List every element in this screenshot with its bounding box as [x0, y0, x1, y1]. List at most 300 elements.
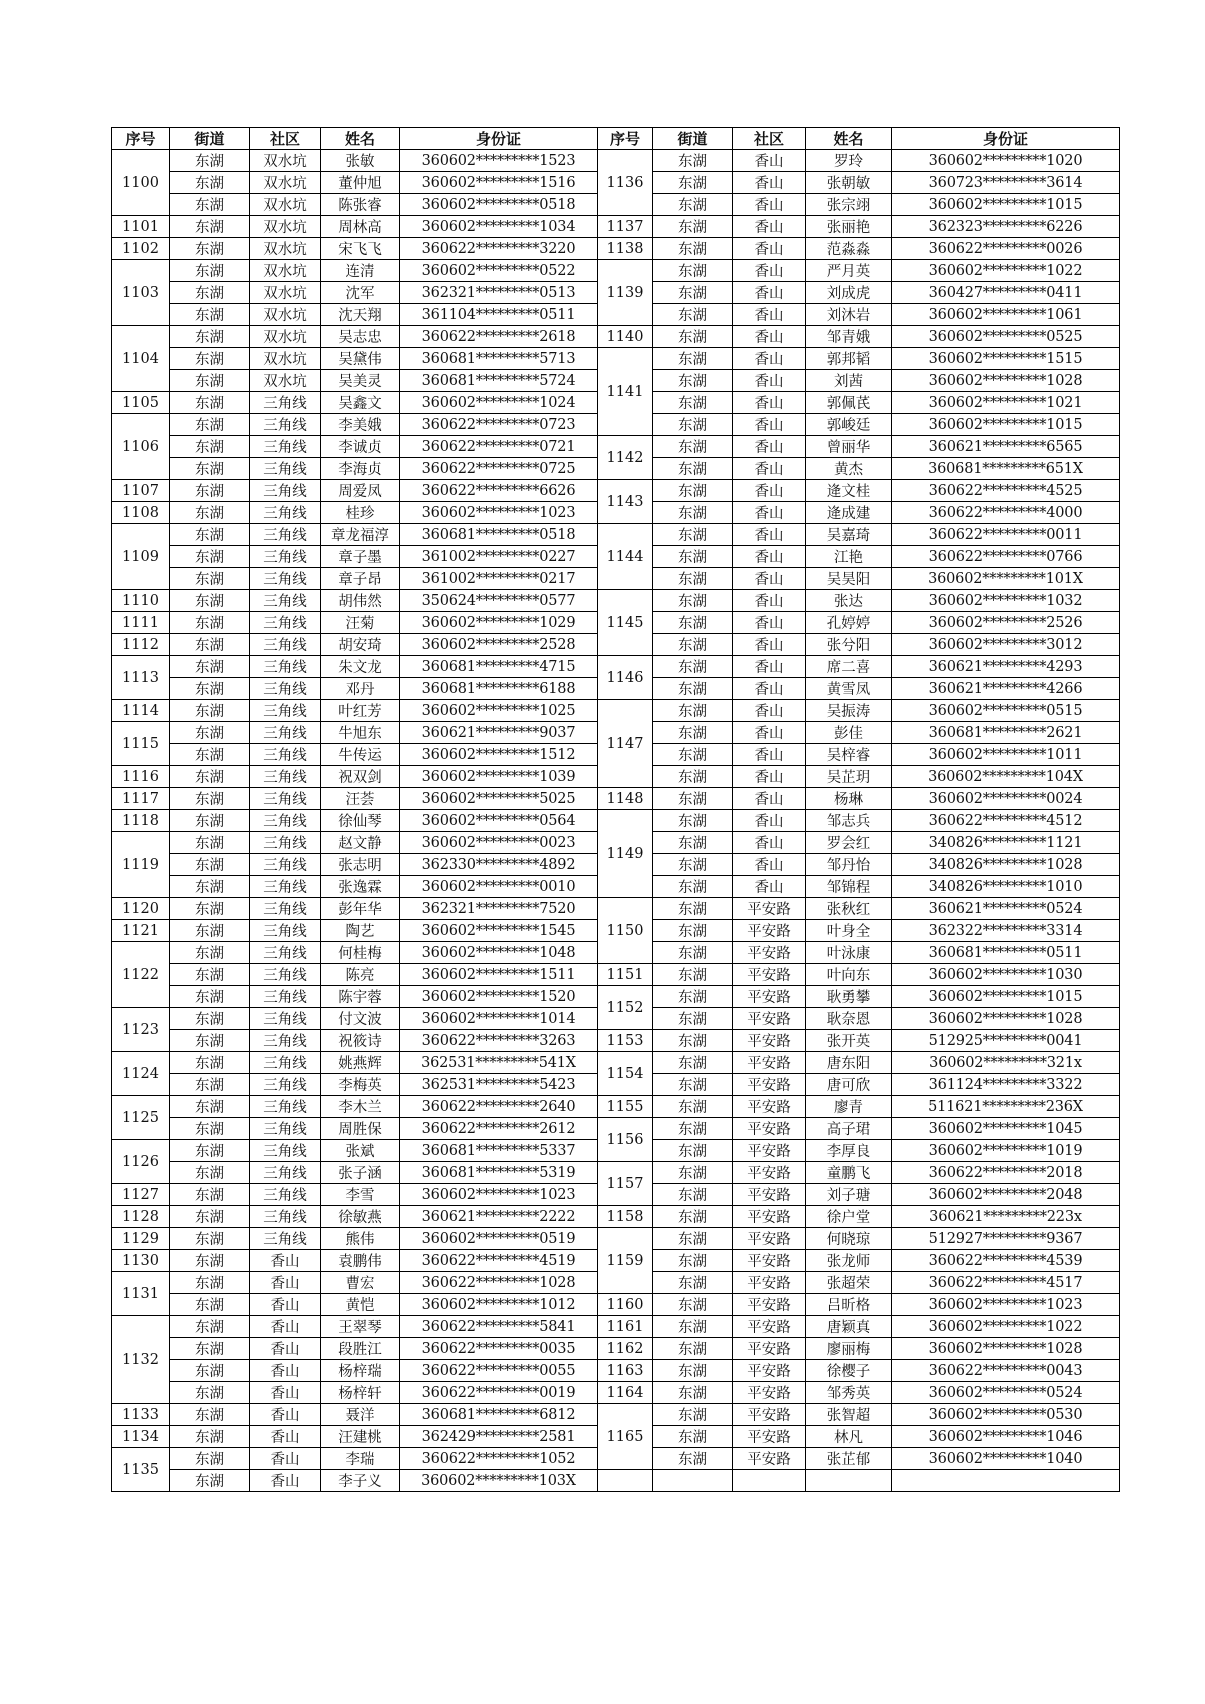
table-row — [112, 898, 1120, 920]
street-cell: 东湖 — [170, 194, 250, 216]
community-cell: 香山 — [733, 414, 806, 436]
name-cell: 耿奈恩 — [806, 1008, 892, 1030]
street-cell: 东湖 — [653, 810, 733, 832]
id-card-cell: 360602*********1012 — [400, 1294, 598, 1316]
id-card-cell: 361124*********3322 — [892, 1074, 1120, 1096]
community-cell: 三角线 — [250, 898, 321, 920]
id-card-cell: 362321*********0513 — [400, 282, 598, 304]
street-cell: 东湖 — [170, 1338, 250, 1360]
table-row — [112, 348, 1120, 370]
serial-number-cell: 1131 — [112, 1272, 170, 1316]
id-card-cell: 360622*********1028 — [400, 1272, 598, 1294]
id-card-cell: 360681*********651X — [892, 458, 1120, 480]
id-card-cell: 360602*********1030 — [892, 964, 1120, 986]
community-cell: 香山 — [733, 348, 806, 370]
community-cell: 平安路 — [733, 1206, 806, 1228]
street-cell: 东湖 — [170, 480, 250, 502]
name-cell: 段胜江 — [321, 1338, 400, 1360]
table-row — [112, 964, 1120, 986]
community-cell: 三角线 — [250, 810, 321, 832]
name-cell: 宋飞飞 — [321, 238, 400, 260]
table-row — [112, 1360, 1120, 1382]
name-cell: 章子墨 — [321, 546, 400, 568]
id-card-cell: 360622*********2618 — [400, 326, 598, 348]
community-cell: 香山 — [733, 546, 806, 568]
community-cell: 平安路 — [733, 1360, 806, 1382]
id-card-cell: 361002*********0227 — [400, 546, 598, 568]
street-cell: 东湖 — [170, 678, 250, 700]
community-cell: 平安路 — [733, 1426, 806, 1448]
street-cell: 东湖 — [170, 788, 250, 810]
street-cell: 东湖 — [170, 1404, 250, 1426]
name-cell: 祝筱诗 — [321, 1030, 400, 1052]
name-cell: 徐敏燕 — [321, 1206, 400, 1228]
id-card-cell: 360622*********0725 — [400, 458, 598, 480]
community-cell: 香山 — [733, 854, 806, 876]
street-cell: 东湖 — [170, 1008, 250, 1030]
street-cell: 东湖 — [653, 656, 733, 678]
street-cell: 东湖 — [653, 1118, 733, 1140]
name-cell: 张志明 — [321, 854, 400, 876]
street-cell: 东湖 — [170, 1360, 250, 1382]
id-card-cell: 360602*********0010 — [400, 876, 598, 898]
community-cell: 双水坑 — [250, 370, 321, 392]
id-card-cell: 360602*********1023 — [400, 1184, 598, 1206]
community-cell: 双水坑 — [250, 172, 321, 194]
community-cell: 三角线 — [250, 612, 321, 634]
street-cell: 东湖 — [653, 1250, 733, 1272]
empty-cell — [733, 1470, 806, 1492]
street-cell: 东湖 — [653, 502, 733, 524]
street-cell: 东湖 — [170, 590, 250, 612]
serial-number-cell: 1155 — [598, 1096, 653, 1118]
community-cell: 三角线 — [250, 414, 321, 436]
id-card-cell: 360602*********1545 — [400, 920, 598, 942]
street-cell: 东湖 — [170, 304, 250, 326]
street-cell: 东湖 — [170, 744, 250, 766]
street-cell: 东湖 — [170, 348, 250, 370]
community-cell: 香山 — [733, 832, 806, 854]
community-cell: 香山 — [733, 260, 806, 282]
empty-cell — [598, 1470, 653, 1492]
id-card-cell: 362330*********4892 — [400, 854, 598, 876]
name-cell: 吴昊阳 — [806, 568, 892, 590]
street-cell: 东湖 — [170, 854, 250, 876]
name-cell: 朱文龙 — [321, 656, 400, 678]
name-cell: 张兮阳 — [806, 634, 892, 656]
name-cell: 郭峻廷 — [806, 414, 892, 436]
table-row — [112, 1162, 1120, 1184]
name-cell: 邓丹 — [321, 678, 400, 700]
community-cell: 香山 — [733, 282, 806, 304]
name-cell: 袁鹏伟 — [321, 1250, 400, 1272]
street-cell: 东湖 — [170, 1140, 250, 1162]
id-card-cell: 512925*********0041 — [892, 1030, 1120, 1052]
id-card-cell: 360681*********2621 — [892, 722, 1120, 744]
id-card-cell: 360602*********104X — [892, 766, 1120, 788]
name-cell: 张达 — [806, 590, 892, 612]
id-card-cell: 360602*********1516 — [400, 172, 598, 194]
name-cell: 何桂梅 — [321, 942, 400, 964]
name-cell: 董仲旭 — [321, 172, 400, 194]
id-card-cell: 360602*********0023 — [400, 832, 598, 854]
name-cell: 郭佩芪 — [806, 392, 892, 414]
community-cell: 香山 — [733, 700, 806, 722]
name-cell: 章龙福淳 — [321, 524, 400, 546]
id-card-cell: 360622*********1052 — [400, 1448, 598, 1470]
id-card-cell: 360622*********4512 — [892, 810, 1120, 832]
serial-number-cell: 1128 — [112, 1206, 170, 1228]
id-card-cell: 360602*********1022 — [892, 260, 1120, 282]
name-cell: 聂洋 — [321, 1404, 400, 1426]
community-cell: 香山 — [733, 194, 806, 216]
street-cell: 东湖 — [170, 326, 250, 348]
id-card-cell: 360602*********0024 — [892, 788, 1120, 810]
street-cell: 东湖 — [653, 1052, 733, 1074]
table-row — [112, 788, 1120, 810]
empty-cell — [892, 1470, 1120, 1492]
community-cell: 双水坑 — [250, 282, 321, 304]
serial-number-cell: 1106 — [112, 414, 170, 480]
id-card-cell: 360622*********0035 — [400, 1338, 598, 1360]
id-card-cell: 360602*********5025 — [400, 788, 598, 810]
name-cell: 付文波 — [321, 1008, 400, 1030]
community-cell: 平安路 — [733, 1096, 806, 1118]
name-cell: 曹宏 — [321, 1272, 400, 1294]
street-cell: 东湖 — [653, 744, 733, 766]
community-cell: 三角线 — [250, 832, 321, 854]
table-row — [112, 1294, 1120, 1316]
name-cell: 李木兰 — [321, 1096, 400, 1118]
name-cell: 叶向东 — [806, 964, 892, 986]
community-cell: 三角线 — [250, 634, 321, 656]
street-cell: 东湖 — [170, 810, 250, 832]
street-cell: 东湖 — [653, 1096, 733, 1118]
id-card-cell: 360602*********1015 — [892, 414, 1120, 436]
community-cell: 香山 — [250, 1448, 321, 1470]
street-cell: 东湖 — [653, 1008, 733, 1030]
street-cell: 东湖 — [653, 1316, 733, 1338]
community-cell: 香山 — [733, 590, 806, 612]
name-cell: 张朝敏 — [806, 172, 892, 194]
serial-number-cell: 1133 — [112, 1404, 170, 1426]
id-card-cell: 360602*********1023 — [892, 1294, 1120, 1316]
street-cell: 东湖 — [170, 172, 250, 194]
serial-number-cell: 1127 — [112, 1184, 170, 1206]
name-cell: 汪建桃 — [321, 1426, 400, 1448]
name-cell: 张斌 — [321, 1140, 400, 1162]
street-cell: 东湖 — [653, 876, 733, 898]
id-card-cell: 360622*********0019 — [400, 1382, 598, 1404]
name-cell: 胡伟然 — [321, 590, 400, 612]
street-cell: 东湖 — [653, 568, 733, 590]
id-card-cell: 360622*********4525 — [892, 480, 1120, 502]
id-card-cell: 360621*********4293 — [892, 656, 1120, 678]
name-cell: 周胜保 — [321, 1118, 400, 1140]
serial-number-cell: 1120 — [112, 898, 170, 920]
id-card-cell: 361002*********0217 — [400, 568, 598, 590]
id-card-cell: 360622*********0766 — [892, 546, 1120, 568]
street-cell: 东湖 — [170, 1206, 250, 1228]
name-cell: 刘子瑭 — [806, 1184, 892, 1206]
street-cell: 东湖 — [653, 788, 733, 810]
serial-number-cell: 1143 — [598, 480, 653, 524]
serial-number-cell: 1139 — [598, 260, 653, 326]
name-cell: 林凡 — [806, 1426, 892, 1448]
id-card-cell: 360602*********103X — [400, 1470, 598, 1492]
id-card-cell: 360681*********6812 — [400, 1404, 598, 1426]
community-cell: 香山 — [250, 1426, 321, 1448]
name-cell: 黄杰 — [806, 458, 892, 480]
table-row — [112, 810, 1120, 832]
name-cell: 孔婷婷 — [806, 612, 892, 634]
street-cell: 东湖 — [170, 282, 250, 304]
id-card-cell: 362323*********6226 — [892, 216, 1120, 238]
street-cell: 东湖 — [170, 1162, 250, 1184]
community-cell: 三角线 — [250, 854, 321, 876]
serial-number-cell: 1110 — [112, 590, 170, 612]
street-cell: 东湖 — [653, 942, 733, 964]
street-cell: 东湖 — [653, 1294, 733, 1316]
serial-number-cell: 1141 — [598, 348, 653, 436]
name-cell: 连清 — [321, 260, 400, 282]
name-cell: 周爱凤 — [321, 480, 400, 502]
serial-number-cell: 1104 — [112, 326, 170, 392]
community-cell: 三角线 — [250, 722, 321, 744]
name-cell: 熊伟 — [321, 1228, 400, 1250]
serial-number-cell: 1107 — [112, 480, 170, 502]
serial-number-cell: 1142 — [598, 436, 653, 480]
community-cell: 香山 — [733, 788, 806, 810]
community-cell: 香山 — [733, 766, 806, 788]
id-card-cell: 360602*********321x — [892, 1052, 1120, 1074]
name-cell: 李美娥 — [321, 414, 400, 436]
id-card-cell: 360622*********3263 — [400, 1030, 598, 1052]
name-cell: 李瑞 — [321, 1448, 400, 1470]
header-name: 姓名 — [321, 128, 400, 150]
serial-number-cell: 1123 — [112, 1008, 170, 1052]
name-cell: 刘沐岩 — [806, 304, 892, 326]
serial-number-cell: 1108 — [112, 502, 170, 524]
serial-number-cell: 1159 — [598, 1228, 653, 1294]
roster-table — [111, 127, 1120, 1492]
street-cell: 东湖 — [653, 634, 733, 656]
street-cell: 东湖 — [653, 898, 733, 920]
street-cell: 东湖 — [653, 238, 733, 260]
street-cell: 东湖 — [170, 150, 250, 172]
street-cell: 东湖 — [653, 260, 733, 282]
name-cell: 牛旭东 — [321, 722, 400, 744]
id-card-cell: 360602*********101X — [892, 568, 1120, 590]
name-cell: 席二喜 — [806, 656, 892, 678]
street-cell: 东湖 — [653, 1448, 733, 1470]
table-row — [112, 1096, 1120, 1118]
name-cell: 范淼淼 — [806, 238, 892, 260]
community-cell: 三角线 — [250, 656, 321, 678]
community-cell: 三角线 — [250, 678, 321, 700]
id-card-cell: 360602*********1020 — [892, 150, 1120, 172]
street-cell: 东湖 — [653, 480, 733, 502]
community-cell: 平安路 — [733, 986, 806, 1008]
community-cell: 三角线 — [250, 480, 321, 502]
id-card-cell: 362321*********7520 — [400, 898, 598, 920]
community-cell: 香山 — [250, 1404, 321, 1426]
community-cell: 三角线 — [250, 1184, 321, 1206]
name-cell: 李子义 — [321, 1470, 400, 1492]
name-cell: 周林高 — [321, 216, 400, 238]
street-cell: 东湖 — [653, 392, 733, 414]
serial-number-cell: 1152 — [598, 986, 653, 1030]
street-cell: 东湖 — [653, 1184, 733, 1206]
header-community: 社区 — [250, 128, 321, 150]
community-cell: 平安路 — [733, 1272, 806, 1294]
street-cell: 东湖 — [170, 876, 250, 898]
serial-number-cell: 1100 — [112, 150, 170, 216]
serial-number-cell: 1154 — [598, 1052, 653, 1096]
community-cell: 三角线 — [250, 964, 321, 986]
name-cell: 杨梓轩 — [321, 1382, 400, 1404]
street-cell: 东湖 — [170, 546, 250, 568]
id-card-cell: 360602*********1015 — [892, 986, 1120, 1008]
street-cell: 东湖 — [653, 986, 733, 1008]
community-cell: 香山 — [733, 458, 806, 480]
community-cell: 香山 — [733, 326, 806, 348]
street-cell: 东湖 — [653, 326, 733, 348]
name-cell: 徐户堂 — [806, 1206, 892, 1228]
serial-number-cell: 1135 — [112, 1448, 170, 1492]
serial-number-cell: 1122 — [112, 942, 170, 1008]
name-cell: 李海贞 — [321, 458, 400, 480]
serial-number-cell: 1151 — [598, 964, 653, 986]
street-cell: 东湖 — [653, 1272, 733, 1294]
name-cell: 罗玲 — [806, 150, 892, 172]
name-cell: 徐樱子 — [806, 1360, 892, 1382]
id-card-cell: 360602*********1028 — [892, 370, 1120, 392]
street-cell: 东湖 — [653, 172, 733, 194]
community-cell: 香山 — [250, 1294, 321, 1316]
name-cell: 逄成建 — [806, 502, 892, 524]
name-cell: 曾丽华 — [806, 436, 892, 458]
street-cell: 东湖 — [170, 1470, 250, 1492]
id-card-cell: 360602*********1028 — [892, 1008, 1120, 1030]
serial-number-cell: 1119 — [112, 832, 170, 898]
id-card-cell: 360602*********1515 — [892, 348, 1120, 370]
serial-number-cell: 1144 — [598, 524, 653, 590]
table-row — [112, 238, 1120, 260]
street-cell: 东湖 — [653, 370, 733, 392]
street-cell: 东湖 — [653, 854, 733, 876]
street-cell: 东湖 — [170, 216, 250, 238]
community-cell: 香山 — [733, 150, 806, 172]
community-cell: 双水坑 — [250, 260, 321, 282]
community-cell: 平安路 — [733, 898, 806, 920]
name-cell: 高子珺 — [806, 1118, 892, 1140]
street-cell: 东湖 — [170, 1074, 250, 1096]
name-cell: 祝双剑 — [321, 766, 400, 788]
serial-number-cell: 1121 — [112, 920, 170, 942]
name-cell: 廖青 — [806, 1096, 892, 1118]
name-cell: 吴嘉琦 — [806, 524, 892, 546]
header-community: 社区 — [733, 128, 806, 150]
serial-number-cell: 1126 — [112, 1140, 170, 1184]
serial-number-cell: 1117 — [112, 788, 170, 810]
header-no: 序号 — [598, 128, 653, 150]
name-cell: 吴黛伟 — [321, 348, 400, 370]
community-cell: 香山 — [733, 370, 806, 392]
street-cell: 东湖 — [170, 920, 250, 942]
id-card-cell: 360681*********5713 — [400, 348, 598, 370]
community-cell: 香山 — [250, 1382, 321, 1404]
name-cell: 邹丹怡 — [806, 854, 892, 876]
header-row — [112, 128, 1120, 150]
id-card-cell: 360602*********0530 — [892, 1404, 1120, 1426]
community-cell: 香山 — [733, 568, 806, 590]
id-card-cell: 360602*********1512 — [400, 744, 598, 766]
serial-number-cell: 1102 — [112, 238, 170, 260]
name-cell: 唐可欣 — [806, 1074, 892, 1096]
id-card-cell: 360602*********1029 — [400, 612, 598, 634]
community-cell: 香山 — [733, 304, 806, 326]
id-card-cell: 360602*********1511 — [400, 964, 598, 986]
community-cell: 三角线 — [250, 1008, 321, 1030]
serial-number-cell: 1150 — [598, 898, 653, 964]
name-cell: 叶身全 — [806, 920, 892, 942]
table-row — [112, 700, 1120, 722]
community-cell: 香山 — [733, 810, 806, 832]
id-card-cell: 360622*********4519 — [400, 1250, 598, 1272]
street-cell: 东湖 — [170, 1382, 250, 1404]
street-cell: 东湖 — [653, 590, 733, 612]
street-cell: 东湖 — [170, 458, 250, 480]
id-card-cell: 511621*********236X — [892, 1096, 1120, 1118]
serial-number-cell: 1118 — [112, 810, 170, 832]
street-cell: 东湖 — [170, 1118, 250, 1140]
name-cell: 邹锦程 — [806, 876, 892, 898]
name-cell: 罗会红 — [806, 832, 892, 854]
name-cell: 邹志兵 — [806, 810, 892, 832]
id-card-cell: 360602*********0525 — [892, 326, 1120, 348]
id-card-cell: 360622*********2018 — [892, 1162, 1120, 1184]
serial-number-cell: 1111 — [112, 612, 170, 634]
name-cell: 邹秀英 — [806, 1382, 892, 1404]
header-id-card: 身份证 — [892, 128, 1120, 150]
name-cell: 赵文静 — [321, 832, 400, 854]
id-card-cell: 360602*********1015 — [892, 194, 1120, 216]
header-street: 街道 — [170, 128, 250, 150]
id-card-cell: 360622*********0055 — [400, 1360, 598, 1382]
name-cell: 黄恺 — [321, 1294, 400, 1316]
header-id-card: 身份证 — [400, 128, 598, 150]
community-cell: 平安路 — [733, 1228, 806, 1250]
id-card-cell: 362531*********541X — [400, 1052, 598, 1074]
id-card-cell: 512927*********9367 — [892, 1228, 1120, 1250]
serial-number-cell: 1105 — [112, 392, 170, 414]
empty-cell — [806, 1470, 892, 1492]
street-cell: 东湖 — [170, 986, 250, 1008]
id-card-cell: 360681*********0518 — [400, 524, 598, 546]
table-row — [112, 260, 1120, 282]
table-row — [112, 1052, 1120, 1074]
community-cell: 三角线 — [250, 1162, 321, 1184]
name-cell: 李雪 — [321, 1184, 400, 1206]
serial-number-cell: 1158 — [598, 1206, 653, 1228]
community-cell: 双水坑 — [250, 304, 321, 326]
street-cell: 东湖 — [653, 348, 733, 370]
id-card-cell: 360602*********1523 — [400, 150, 598, 172]
community-cell: 香山 — [733, 480, 806, 502]
id-card-cell: 360602*********2528 — [400, 634, 598, 656]
street-cell: 东湖 — [170, 1030, 250, 1052]
